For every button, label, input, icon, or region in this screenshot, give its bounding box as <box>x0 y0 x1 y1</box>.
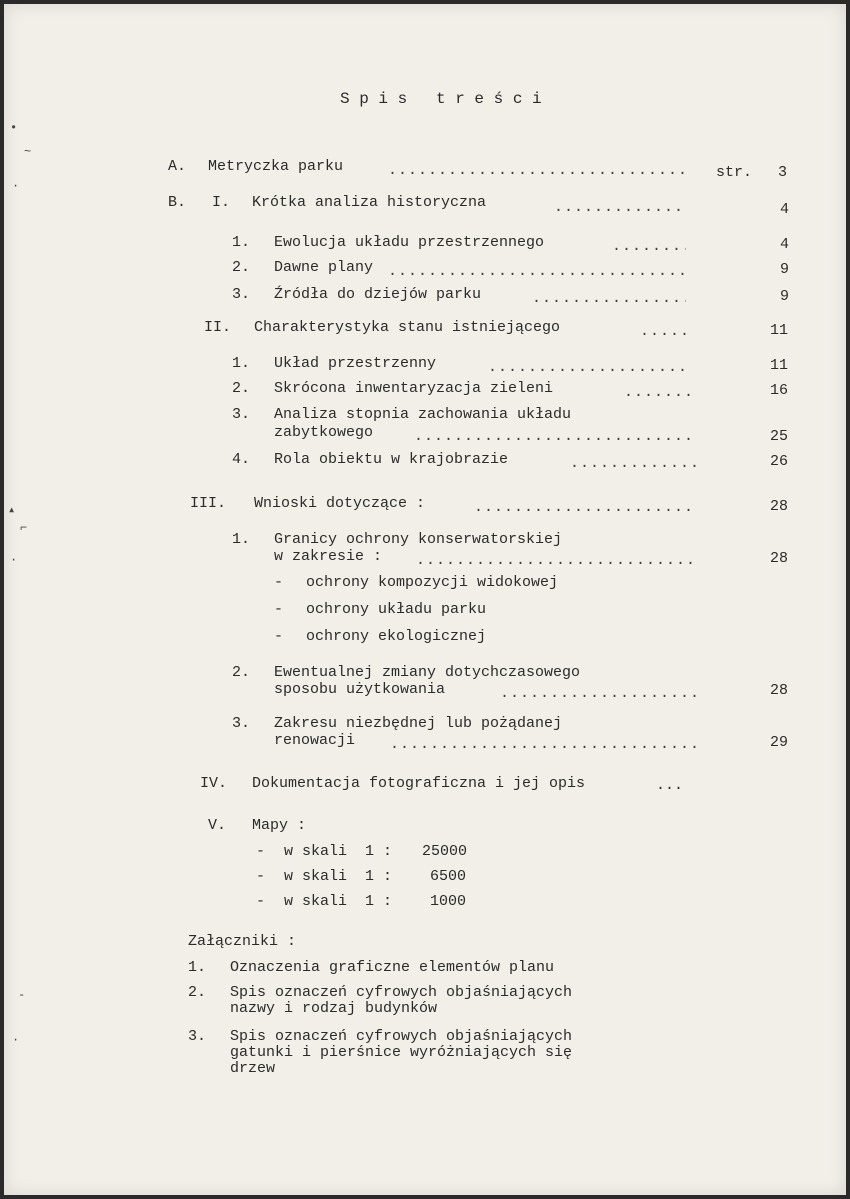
leader-dots <box>488 359 686 377</box>
leader-dots <box>390 736 696 754</box>
map-scale-text: w skali 1 : <box>284 893 393 910</box>
page-number: 3 <box>778 164 788 181</box>
item-number: 1. <box>232 531 251 548</box>
leader-dots <box>414 428 696 446</box>
leader-dots <box>500 685 696 703</box>
toc-entry-text: renowacji <box>274 732 356 749</box>
toc-entry-text: Dawne plany <box>274 259 374 276</box>
toc-entry-text: Analiza stopnia zachowania układu <box>274 406 572 423</box>
dash: - <box>274 628 284 645</box>
margin-mark: - <box>18 988 26 1002</box>
item-number: 4. <box>232 451 251 468</box>
margin-mark: ~ <box>24 145 32 159</box>
toc-entry-text: Krótka analiza historyczna <box>252 194 487 211</box>
page-number: 29 <box>770 734 789 751</box>
sub-item-text: ochrony ekologicznej <box>306 628 487 645</box>
toc-entry-text: Ewolucja układu przestrzennego <box>274 234 545 251</box>
page-number: 11 <box>770 322 789 339</box>
toc-entry-text: Zakresu niezbędnej lub pożądanej <box>274 715 563 732</box>
attachments-heading: Załączniki : <box>188 933 297 950</box>
margin-mark: ⌐ <box>20 521 28 535</box>
toc-entry-text: Układ przestrzenny <box>274 355 437 372</box>
page-number: 11 <box>770 357 789 374</box>
item-number: 2. <box>188 984 207 1001</box>
item-number: 1. <box>188 959 207 976</box>
toc-entry-text: Ewentualnej zmiany dotychczasowego <box>274 664 581 681</box>
item-number: 3. <box>188 1028 207 1045</box>
toc-entry-text: Mapy : <box>252 817 307 834</box>
page-number: 25 <box>770 428 789 445</box>
leader-dots <box>612 238 686 256</box>
map-scale-value: 1000 <box>430 893 467 910</box>
item-number: 2. <box>232 664 251 681</box>
map-scale-value: 25000 <box>422 843 468 860</box>
roman-numeral: III. <box>190 495 227 512</box>
attachment-text: gatunki i pierśnice wyróżniających się <box>230 1044 573 1061</box>
leader-dots <box>624 384 694 402</box>
item-number: 1. <box>232 355 251 372</box>
section-label: A. <box>168 158 187 175</box>
attachment-text: Oznaczenia graficzne elementów planu <box>230 959 555 976</box>
attachment-text: drzew <box>230 1060 276 1077</box>
map-scale-text: w skali 1 : <box>284 868 393 885</box>
dash: - <box>256 868 266 885</box>
toc-entry-text: sposobu użytkowania <box>274 681 446 698</box>
item-number: 2. <box>232 259 251 276</box>
page-number: 28 <box>770 498 789 515</box>
map-scale-text: w skali 1 : <box>284 843 393 860</box>
leader-dots <box>388 162 686 180</box>
toc-entry-text: Charakterystyka stanu istniejącego <box>254 319 561 336</box>
page-number: 4 <box>780 201 790 218</box>
toc-entry-text: Metryczka parku <box>208 158 344 175</box>
leader-dots <box>532 290 686 308</box>
page-number: 9 <box>780 288 790 305</box>
page-title: S p i s t r e ś c i <box>340 90 542 108</box>
item-number: 1. <box>232 234 251 251</box>
leader-dots <box>416 552 696 570</box>
attachment-text: Spis oznaczeń cyfrowych objaśniających <box>230 1028 573 1045</box>
toc-entry-text: Granicy ochrony konserwatorskiej <box>274 531 563 548</box>
roman-numeral: V. <box>208 817 227 834</box>
roman-numeral: II. <box>204 319 232 336</box>
map-scale-value: 6500 <box>430 868 467 885</box>
page-number: 28 <box>770 550 789 567</box>
toc-entry-text: Źródła do dziejów parku <box>274 286 482 303</box>
item-number: 3. <box>232 406 251 423</box>
roman-numeral: I. <box>212 194 231 211</box>
toc-entry-text: Wnioski dotyczące : <box>254 495 426 512</box>
leader-dots <box>640 323 686 341</box>
item-number: 3. <box>232 286 251 303</box>
toc-entry-text: zabytkowego <box>274 424 374 441</box>
margin-mark: · <box>12 179 20 193</box>
margin-mark: · <box>10 553 18 567</box>
toc-entry-text: Rola obiektu w krajobrazie <box>274 451 509 468</box>
page-number: 28 <box>770 682 789 699</box>
attachment-text: nazwy i rodzaj budynków <box>230 1000 438 1017</box>
leader-dots <box>554 199 686 217</box>
trailing-dots: ... <box>656 777 684 794</box>
leader-dots <box>388 263 686 281</box>
margin-mark: · <box>12 1033 20 1047</box>
dash: - <box>256 843 266 860</box>
roman-numeral: IV. <box>200 775 228 792</box>
document-page <box>4 4 846 1195</box>
sub-item-text: ochrony układu parku <box>306 601 487 618</box>
margin-mark: ▴ <box>8 503 16 517</box>
str-label: str. <box>716 164 753 181</box>
margin-mark: • <box>10 121 18 135</box>
sub-item-text: ochrony kompozycji widokowej <box>306 574 559 591</box>
item-number: 3. <box>232 715 251 732</box>
item-number: 2. <box>232 380 251 397</box>
section-label: B. <box>168 194 187 211</box>
toc-entry-text: Skrócona inwentaryzacja zieleni <box>274 380 554 397</box>
attachment-text: Spis oznaczeń cyfrowych objaśniających <box>230 984 573 1001</box>
page-number: 16 <box>770 382 789 399</box>
page-number: 4 <box>780 236 790 253</box>
page-number: 9 <box>780 261 790 278</box>
dash: - <box>256 893 266 910</box>
dash: - <box>274 574 284 591</box>
page-number: 26 <box>770 453 789 470</box>
leader-dots <box>570 455 696 473</box>
dash: - <box>274 601 284 618</box>
toc-entry-text: w zakresie : <box>274 548 383 565</box>
leader-dots <box>474 499 696 517</box>
toc-entry-text: Dokumentacja fotograficzna i jej opis <box>252 775 586 792</box>
